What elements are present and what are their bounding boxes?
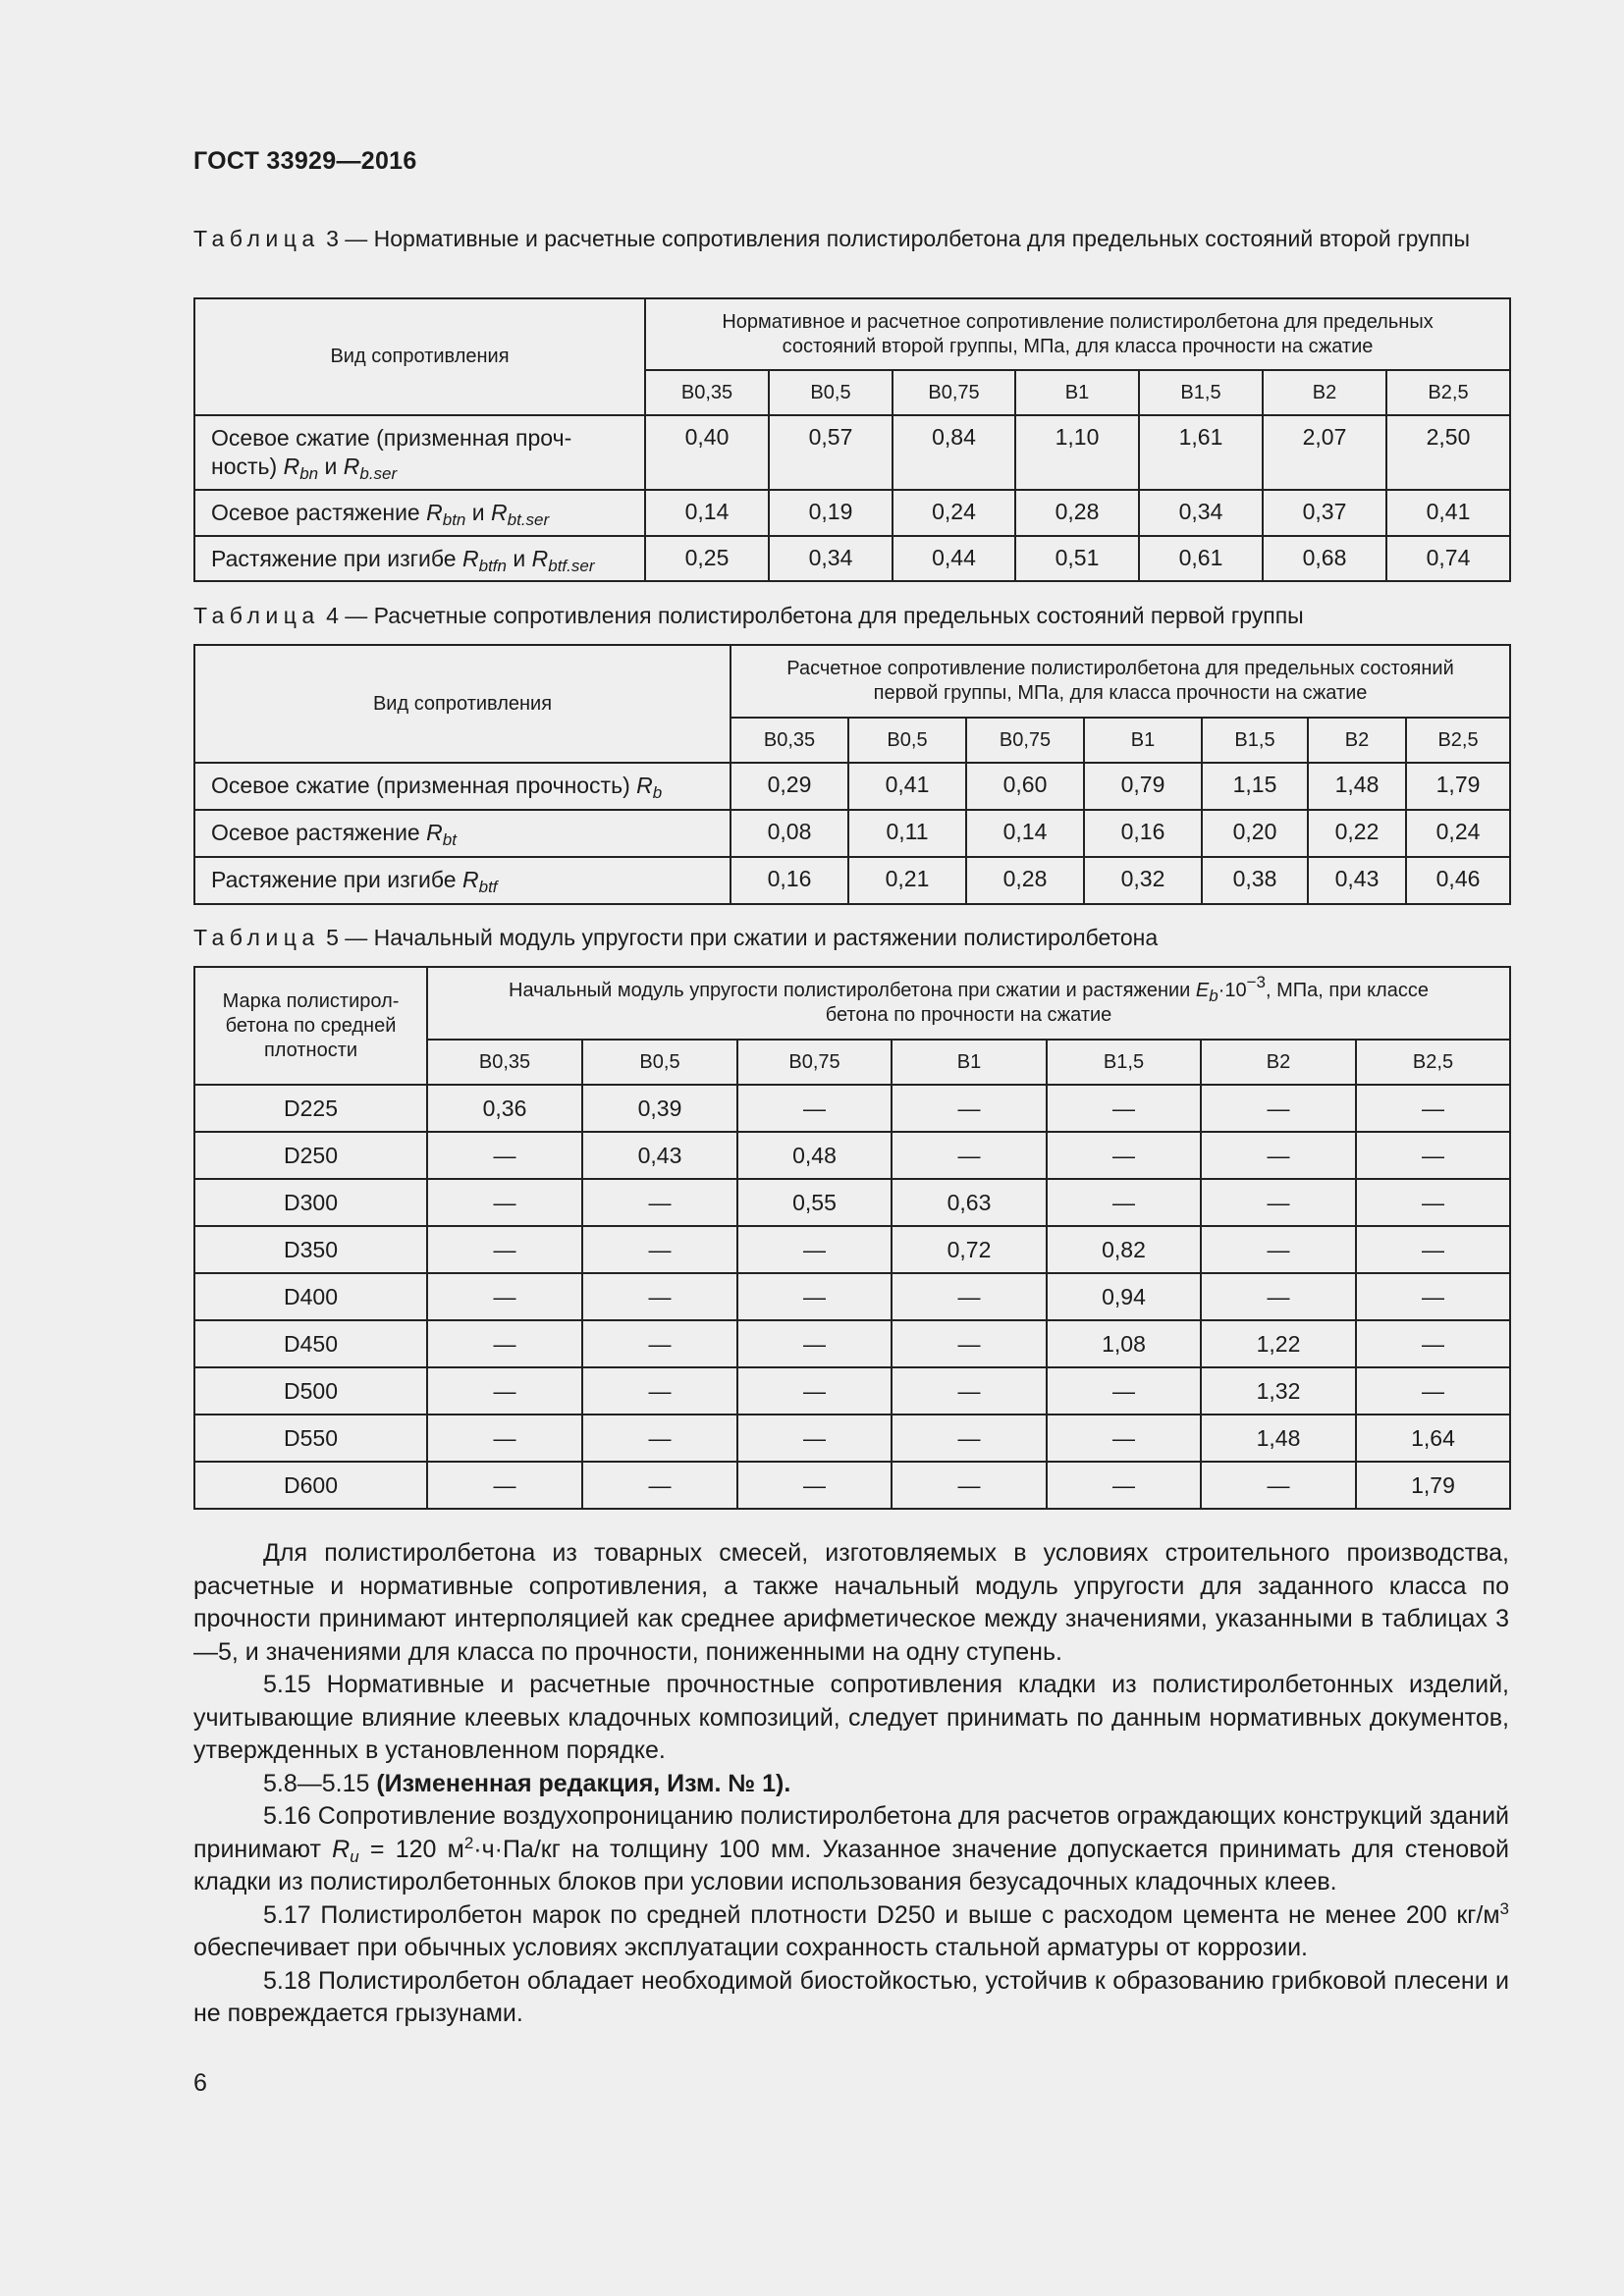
grade-header: В2,5	[1406, 718, 1510, 763]
value-cell: —	[1201, 1273, 1356, 1320]
table-row	[194, 1462, 1510, 1509]
value-cell: 0,24	[1406, 810, 1510, 857]
value-cell: 0,21	[848, 857, 966, 904]
density-mark: D225	[194, 1085, 427, 1132]
table3-caption-text: 3 — Нормативные и расчетные сопротивления полистиролбетона для предельных состояний второй группы	[326, 226, 1471, 251]
value-cell: —	[427, 1226, 582, 1273]
paragraph: Для полистиролбетона из товарных смесей, изготовляемых в условиях строительного производства, расчетные и нормативные сопротивления, а также начальный модуль упругости для заданного класса по прочности принимают интерполяцией как среднее арифметическое между значениями, указанными в таблицах 3—5, и значениями для класса по прочности, пониженными на одну ступень.	[193, 1539, 1509, 1666]
value-cell: —	[427, 1462, 582, 1509]
value-cell: —	[737, 1462, 892, 1509]
value-cell: —	[1201, 1085, 1356, 1132]
value-cell: 1,61	[1139, 415, 1263, 490]
value-cell: 0,39	[582, 1085, 737, 1132]
value-cell: 0,44	[893, 536, 1015, 581]
value-cell: 1,32	[1201, 1367, 1356, 1415]
value-cell: —	[1356, 1179, 1510, 1226]
table3	[193, 297, 1511, 582]
density-mark: D500	[194, 1367, 427, 1415]
value-cell: —	[737, 1320, 892, 1367]
value-cell: 0,74	[1386, 536, 1510, 581]
density-mark: D450	[194, 1320, 427, 1367]
table-row	[194, 415, 1510, 490]
row-label: Осевое растяжение $R_{btn}$ и $R_{bt.ser}$	[194, 490, 645, 536]
value-cell: 0,29	[731, 763, 848, 810]
table5-label: Таблица	[193, 925, 320, 950]
value-cell: —	[737, 1273, 892, 1320]
grade-header: В1,5	[1047, 1040, 1201, 1085]
value-cell: 0,38	[1202, 857, 1308, 904]
value-cell: 0,19	[769, 490, 893, 536]
value-cell: 0,61	[1139, 536, 1263, 581]
grade-header: В2	[1201, 1040, 1356, 1085]
value-cell: —	[737, 1415, 892, 1462]
value-cell: 0,24	[893, 490, 1015, 536]
table-row	[194, 810, 1510, 857]
value-cell: 0,14	[966, 810, 1084, 857]
grade-header: В0,75	[737, 1040, 892, 1085]
value-cell: —	[892, 1273, 1047, 1320]
value-cell: 0,79	[1084, 763, 1202, 810]
paragraph: 5.18 Полистиролбетон обладает необходимой биостойкостью, устойчив к образованию грибковой плесени и не повреждается грызунами.	[193, 1966, 1509, 2027]
table5-header-group: Начальный модуль упругости полистиролбетона при сжатии и растяжении $E_b\cdot 10^{-3}$, МПа, при классе бетона по прочности на сжатие	[427, 967, 1510, 1040]
table5-header-density-mark: Марка полистирол- бетона по средней плотности	[194, 967, 427, 1085]
table3-caption	[193, 224, 1509, 254]
row-label: Осевое сжатие (призменная прочность) $R_b$	[194, 763, 731, 810]
value-cell: 0,48	[737, 1132, 892, 1179]
grade-header: В1	[1015, 370, 1139, 415]
value-cell: —	[582, 1179, 737, 1226]
table-row	[194, 1179, 1510, 1226]
row-label: Растяжение при изгибе $R_{btfn}$ и $R_{btf.ser}$	[194, 536, 645, 581]
value-cell: —	[737, 1226, 892, 1273]
paragraph: 5.8—5.15 (Измененная редакция, Изм. № 1).	[263, 1769, 791, 1797]
value-cell: 0,16	[1084, 810, 1202, 857]
table-row	[194, 1273, 1510, 1320]
value-cell: —	[1356, 1320, 1510, 1367]
value-cell: —	[892, 1132, 1047, 1179]
value-cell: 1,48	[1201, 1415, 1356, 1462]
value-cell: 0,72	[892, 1226, 1047, 1273]
value-cell: 0,55	[737, 1179, 892, 1226]
value-cell: —	[1047, 1367, 1201, 1415]
grade-header: В0,5	[769, 370, 893, 415]
value-cell: —	[892, 1085, 1047, 1132]
value-cell: 1,08	[1047, 1320, 1201, 1367]
value-cell: 0,11	[848, 810, 966, 857]
value-cell: 2,50	[1386, 415, 1510, 490]
value-cell: 0,20	[1202, 810, 1308, 857]
table4	[193, 644, 1511, 905]
value-cell: 1,22	[1201, 1320, 1356, 1367]
grade-header: В2	[1308, 718, 1406, 763]
table-row	[194, 1226, 1510, 1273]
value-cell: 0,94	[1047, 1273, 1201, 1320]
value-cell: 2,07	[1263, 415, 1386, 490]
value-cell: 0,22	[1308, 810, 1406, 857]
value-cell: —	[1356, 1367, 1510, 1415]
grade-header: В1,5	[1202, 718, 1308, 763]
value-cell: —	[1201, 1179, 1356, 1226]
table4-label: Таблица	[193, 603, 320, 628]
value-cell: 0,32	[1084, 857, 1202, 904]
table3-label: Таблица	[193, 226, 320, 251]
value-cell: 0,36	[427, 1085, 582, 1132]
density-mark: D400	[194, 1273, 427, 1320]
document-header: ГОСТ 33929—2016	[193, 147, 417, 175]
table-row	[194, 1415, 1510, 1462]
value-cell: —	[1356, 1226, 1510, 1273]
value-cell: —	[582, 1367, 737, 1415]
grade-header: В1	[892, 1040, 1047, 1085]
table-row	[194, 1367, 1510, 1415]
value-cell: 0,28	[1015, 490, 1139, 536]
value-cell: 0,14	[645, 490, 769, 536]
value-cell: 0,46	[1406, 857, 1510, 904]
value-cell: 0,60	[966, 763, 1084, 810]
value-cell: —	[1201, 1226, 1356, 1273]
grade-header: В2,5	[1356, 1040, 1510, 1085]
grade-header: В2	[1263, 370, 1386, 415]
body-text	[193, 1537, 1509, 2031]
value-cell: 0,84	[893, 415, 1015, 490]
table-row	[194, 1132, 1510, 1179]
table-row	[194, 1320, 1510, 1367]
value-cell: 0,40	[645, 415, 769, 490]
value-cell: 0,57	[769, 415, 893, 490]
page-number: 6	[193, 2069, 207, 2097]
table5	[193, 966, 1511, 1510]
value-cell: 0,43	[1308, 857, 1406, 904]
table-row	[194, 536, 1510, 581]
row-label: Осевое растяжение $R_{bt}$	[194, 810, 731, 857]
density-mark: D250	[194, 1132, 427, 1179]
value-cell: —	[1047, 1415, 1201, 1462]
value-cell: —	[582, 1462, 737, 1509]
grade-header: В0,75	[893, 370, 1015, 415]
row-label: Растяжение при изгибе $R_{btf}$	[194, 857, 731, 904]
value-cell: —	[737, 1085, 892, 1132]
table-row	[194, 490, 1510, 536]
value-cell: 0,34	[769, 536, 893, 581]
value-cell: —	[1047, 1179, 1201, 1226]
value-cell: 1,15	[1202, 763, 1308, 810]
grade-header: В0,5	[582, 1040, 737, 1085]
table5-caption	[193, 923, 1509, 953]
value-cell: 0,41	[1386, 490, 1510, 536]
value-cell: 0,82	[1047, 1226, 1201, 1273]
grade-header: В0,35	[427, 1040, 582, 1085]
grade-header: В0,35	[645, 370, 769, 415]
row-label: Осевое сжатие (призменная проч- ность) $R_{bn}$ и $R_{b.ser}$	[194, 415, 645, 490]
value-cell: —	[1201, 1132, 1356, 1179]
table5-body	[194, 1085, 1510, 1509]
value-cell: 0,68	[1263, 536, 1386, 581]
table5-caption-text: 5 — Начальный модуль упругости при сжатии и растяжении полистиролбетона	[326, 925, 1159, 950]
grade-header: В0,5	[848, 718, 966, 763]
table3-header-group: Нормативное и расчетное сопротивление полистиролбетона для предельных состояний второй группы, МПа, для класса прочности на сжатие	[645, 298, 1510, 370]
table4-caption-text: 4 — Расчетные сопротивления полистиролбетона для предельных состояний первой группы	[326, 603, 1304, 628]
grade-header: В1,5	[1139, 370, 1263, 415]
table-row	[194, 1085, 1510, 1132]
value-cell: —	[892, 1367, 1047, 1415]
table3-header-resistance-type: Вид сопротивления	[194, 298, 645, 415]
table-row	[194, 857, 1510, 904]
value-cell: —	[1356, 1132, 1510, 1179]
value-cell: 0,51	[1015, 536, 1139, 581]
value-cell: 0,25	[645, 536, 769, 581]
density-mark: D600	[194, 1462, 427, 1509]
value-cell: 1,79	[1406, 763, 1510, 810]
value-cell: 0,28	[966, 857, 1084, 904]
value-cell: 0,16	[731, 857, 848, 904]
value-cell: —	[427, 1132, 582, 1179]
value-cell: 0,37	[1263, 490, 1386, 536]
value-cell: 0,63	[892, 1179, 1047, 1226]
value-cell: —	[427, 1367, 582, 1415]
density-mark: D300	[194, 1179, 427, 1226]
value-cell: —	[892, 1462, 1047, 1509]
paragraph: 5.17 Полистиролбетон марок по средней плотности D250 и выше с расходом цемента не менее 200 $кг/м^3$ обеспечивает при обычных условиях эксплуатации сохранность стальной арматуры от коррозии.	[193, 1898, 1509, 1961]
value-cell: —	[1356, 1085, 1510, 1132]
value-cell: —	[427, 1320, 582, 1367]
value-cell: —	[1201, 1462, 1356, 1509]
value-cell: —	[892, 1415, 1047, 1462]
value-cell: 0,34	[1139, 490, 1263, 536]
value-cell: —	[427, 1179, 582, 1226]
table-row	[194, 763, 1510, 810]
table4-caption	[193, 601, 1509, 631]
value-cell: —	[582, 1273, 737, 1320]
value-cell: —	[582, 1415, 737, 1462]
value-cell: 1,64	[1356, 1415, 1510, 1462]
value-cell: —	[1047, 1132, 1201, 1179]
density-mark: D350	[194, 1226, 427, 1273]
value-cell: 1,48	[1308, 763, 1406, 810]
value-cell: —	[1356, 1273, 1510, 1320]
value-cell: 1,79	[1356, 1462, 1510, 1509]
value-cell: —	[737, 1367, 892, 1415]
value-cell: —	[582, 1320, 737, 1367]
value-cell: 0,43	[582, 1132, 737, 1179]
density-mark: D550	[194, 1415, 427, 1462]
value-cell: 0,08	[731, 810, 848, 857]
value-cell: —	[427, 1273, 582, 1320]
paragraph: 5.16 Сопротивление воздухопроницанию полистиролбетона для расчетов ограждающих конструкций зданий принимают $R_u = 120$ $м^2\cdot ч\cdot Па/кг$ на толщину 100 мм. Указанное значение допускается принимать для стеновой кладки из полистиролбетонных блоков при условии использования безусадочных кладочных клеев.	[193, 1802, 1509, 1896]
paragraph: 5.15 Нормативные и расчетные прочностные сопротивления кладки из полистиролбетонных изделий, учитывающие влияние клеевых кладочных композиций, следует принимать по данным нормативных документов, утвержденных в установленном порядке.	[193, 1671, 1509, 1764]
value-cell: 0,41	[848, 763, 966, 810]
grade-header: В1	[1084, 718, 1202, 763]
grade-header: В0,35	[731, 718, 848, 763]
value-cell: —	[582, 1226, 737, 1273]
table4-header-group: Расчетное сопротивление полистиролбетона для предельных состояний первой группы, МПа, для класса прочности на сжатие	[731, 645, 1510, 718]
value-cell: —	[1047, 1462, 1201, 1509]
table4-header-resistance-type: Вид сопротивления	[194, 645, 731, 763]
grade-header: В0,75	[966, 718, 1084, 763]
value-cell: —	[892, 1320, 1047, 1367]
value-cell: —	[427, 1415, 582, 1462]
value-cell: —	[1047, 1085, 1201, 1132]
value-cell: 1,10	[1015, 415, 1139, 490]
grade-header: В2,5	[1386, 370, 1510, 415]
